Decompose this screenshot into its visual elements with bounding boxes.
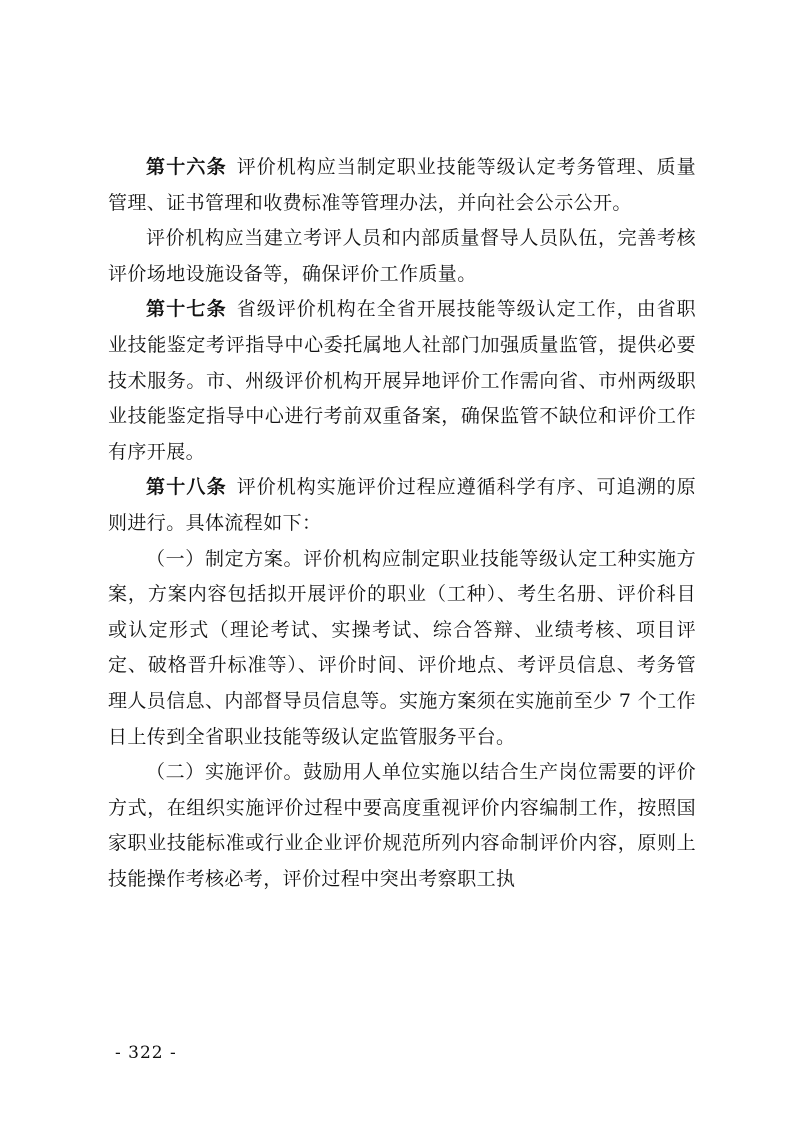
item-2-paragraph [108, 755, 696, 897]
document-body [108, 150, 696, 897]
paragraph-text: 评价机构实施评价过程应遵循科学有序、可追溯的原则进行。具体流程如下： [108, 476, 697, 534]
paragraph-text: 评价机构应当建立考评人员和内部质量督导人员队伍，完善考核评价场地设施设备等，确保评价工作质量。 [108, 227, 696, 285]
item-1-paragraph [108, 542, 696, 756]
article-18-paragraph [108, 470, 696, 541]
article-16-paragraph [108, 150, 696, 221]
paragraph-text: 省级评价机构在全省开展技能等级认定工作，由省职业技能鉴定考评指导中心委托属地人社部门加强质量监管，提供必要技术服务。市、州级评价机构开展异地评价工作需向省、市州两级职业技能鉴定指导中心进行考前双重备案，确保监管不缺位和评价工作有序开展。 [108, 298, 697, 463]
page-number: - 322 - [115, 1043, 177, 1063]
article-title: 第十六条 [146, 156, 227, 178]
article-16-paragraph-2 [108, 221, 696, 292]
article-17-paragraph [108, 292, 696, 470]
paragraph-text: （一）制定方案。评价机构应制定职业技能等级认定工种实施方案，方案内容包括拟开展评价的职业（工种）、考生名册、评价科目或认定形式（理论考试、实操考试、综合答辩、业绩考核、项目评定、破格晋升标准等）、评价时间、评价地点、考评员信息、考务管理人员信息、内部督导员信息等。实施方案须在实施前至少 7 个工作日上传到全省职业技能等级认定监管服务平台。 [108, 547, 696, 748]
paragraph-text: 评价机构应当制定职业技能等级认定考务管理、质量管理、证书管理和收费标准等管理办法，并向社会公示公开。 [108, 156, 697, 214]
paragraph-text: （二）实施评价。鼓励用人单位实施以结合生产岗位需要的评价方式，在组织实施评价过程中要高度重视评价内容编制工作，按照国家职业技能标准或行业企业评价规范所列内容命制评价内容，原则上技能操作考核必考，评价过程中突出考察职工执 [108, 761, 696, 890]
article-title: 第十八条 [146, 476, 227, 499]
article-title: 第十七条 [146, 298, 227, 321]
